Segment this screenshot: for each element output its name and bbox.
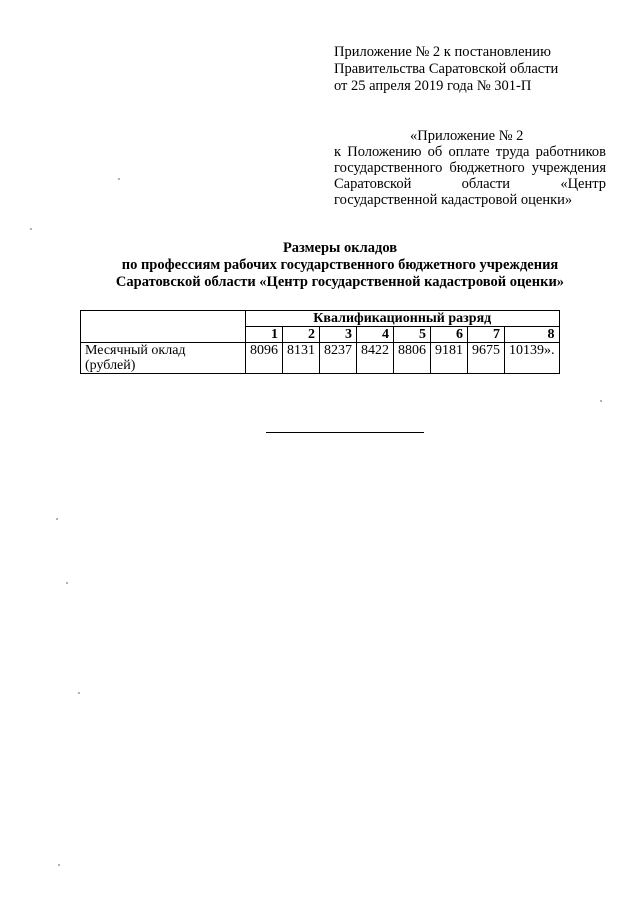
salary-value-cell: 8237: [320, 343, 357, 374]
salary-value-cell: 8131: [283, 343, 320, 374]
grade-cell: 4: [357, 327, 394, 343]
grade-cell: 1: [246, 327, 283, 343]
title-line-2: по профессиям рабочих государственного бюджетного учреждения: [121, 257, 559, 273]
scan-speck: [600, 400, 602, 402]
row-label: [81, 343, 246, 374]
grade-cell: 3: [320, 327, 357, 343]
appendix-header: [334, 44, 558, 95]
appendix-ref-first-line: «Приложение № 2: [410, 128, 524, 144]
document-title: [60, 240, 620, 291]
title-line-1: Размеры окладов: [282, 240, 398, 256]
title-line-3: Саратовской области «Центр государственной кадастровой оценки»: [115, 274, 565, 290]
qualification-grade-header: Квалификационный разряд: [246, 311, 560, 327]
salary-value-cell: 10139».: [505, 343, 560, 374]
salary-value-cell: 8422: [357, 343, 394, 374]
scan-speck: [66, 582, 68, 584]
appendix-ref-body: к Положению об оплате труда работников государственного бюджетного учреждения Саратовской области «Центр государственной кадастровой оценки»: [334, 144, 606, 208]
salary-value-cell: 9675: [468, 343, 505, 374]
separator-line: [266, 432, 424, 433]
salary-value-cell: 8096: [246, 343, 283, 374]
scan-speck: [30, 228, 32, 230]
header-line-2: Правительства Саратовской области: [334, 61, 559, 77]
table-header-row: [81, 311, 560, 327]
grade-cell: 6: [431, 327, 468, 343]
row-label-line-1: Месячный оклад: [85, 343, 186, 358]
salary-value-cell: 9181: [431, 343, 468, 374]
table-corner-cell: [81, 311, 246, 343]
table-row: [81, 343, 560, 374]
scan-speck: [58, 864, 60, 866]
scan-speck: [118, 178, 120, 180]
grade-cell: 2: [283, 327, 320, 343]
salary-value-cell: 8806: [394, 343, 431, 374]
grade-cell: 5: [394, 327, 431, 343]
grade-cell: 7: [468, 327, 505, 343]
salary-table: [80, 310, 560, 374]
row-label-line-2: (рублей): [85, 358, 136, 373]
scan-speck: [78, 692, 80, 694]
grade-cell: 8: [505, 327, 560, 343]
scan-speck: [56, 518, 58, 520]
header-line-1: Приложение № 2 к постановлению: [334, 44, 551, 60]
header-line-3: от 25 апреля 2019 года № 301-П: [334, 78, 532, 94]
appendix-reference: [334, 128, 606, 208]
